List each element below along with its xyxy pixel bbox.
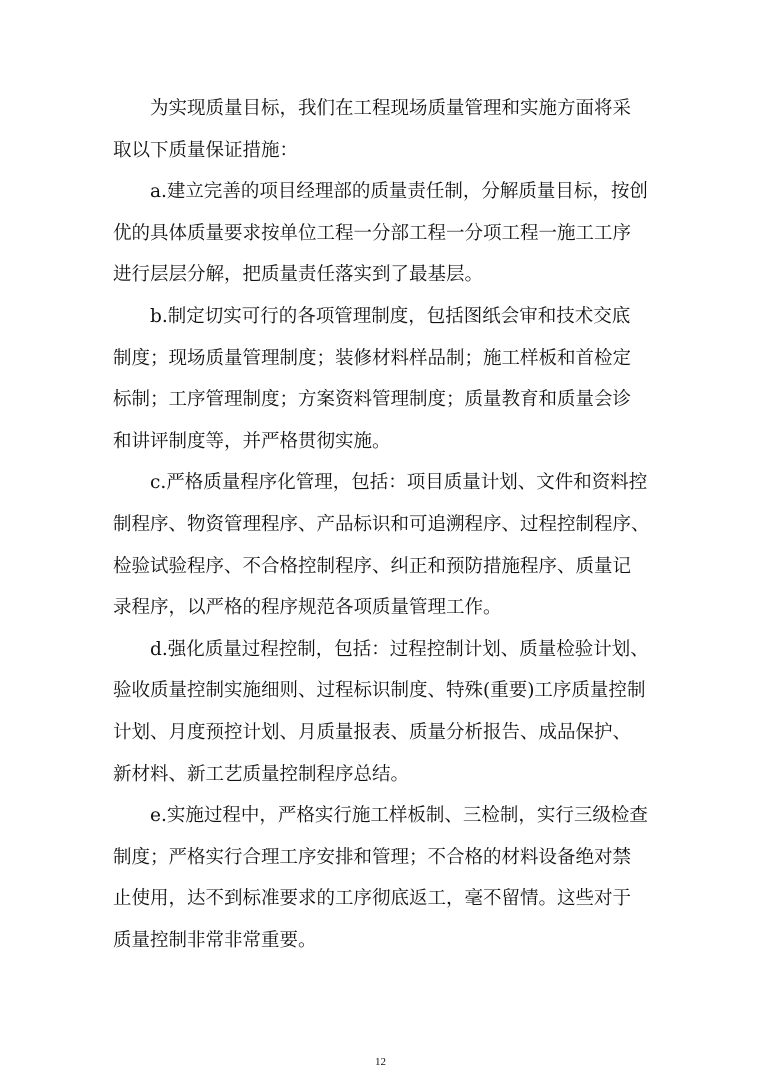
text-line: 优的具体质量要求按单位工程一分部工程一分项工程一施工工序	[113, 222, 632, 244]
paragraph-intro	[113, 88, 653, 171]
paragraph-d	[113, 629, 653, 795]
text-line: 制度；严格实行合理工序安排和管理；不合格的材料设备绝对禁	[113, 846, 632, 868]
text-line: 质量控制非常非常重要。	[113, 929, 317, 951]
text-line: 为实现质量目标，我们在工程现场质量管理和实施方面将采	[150, 98, 632, 119]
text-line: 标制；工序管理制度；方案资料管理制度；质量教育和质量会诊	[113, 389, 632, 411]
text-line: c.严格质量程序化管理，包括：项目质量计划、文件和资料控	[150, 472, 648, 494]
text-line: 新材料、新工艺质量控制程序总结。	[113, 763, 410, 785]
text-line: 和讲评制度等，并严格贯彻实施。	[113, 430, 391, 452]
text-line: 进行层层分解，把质量责任落实到了最基层。	[113, 264, 484, 286]
text-line: 制程序、物资管理程序、产品标识和可追溯程序、过程控制程序、	[113, 513, 650, 535]
text-line: 止使用，达不到标准要求的工序彻底返工，毫不留情。这些对于	[113, 888, 632, 910]
text-line: 计划、月度预控计划、月质量报表、质量分析报告、成品保护、	[113, 721, 632, 743]
text-line: b.制定切实可行的各项管理制度，包括图纸会审和技术交底	[150, 305, 631, 327]
text-line: 验收质量控制实施细则、过程标识制度、特殊(重要)工序质量控制	[113, 680, 646, 702]
text-line: 检验试验程序、不合格控制程序、纠正和预防措施程序、质量记	[113, 555, 632, 577]
paragraph-a	[113, 171, 653, 296]
text-line: e.实施过程中，严格实行施工样板制、三检制，实行三级检查	[150, 805, 648, 827]
text-line: 录程序，以严格的程序规范各项质量管理工作。	[113, 597, 502, 619]
paragraph-e	[113, 795, 653, 961]
text-line: 制度；现场质量管理制度；装修材料样品制；施工样板和首检定	[113, 347, 632, 369]
paragraph-b	[113, 296, 653, 462]
document-body	[113, 88, 653, 961]
page-number: 12	[375, 1056, 386, 1068]
text-line: a.建立完善的项目经理部的质量责任制，分解质量目标，按创	[150, 181, 648, 203]
paragraph-c	[113, 462, 653, 628]
text-line: 取以下质量保证措施：	[113, 139, 299, 161]
text-line: d.强化质量过程控制，包括：过程控制计划、质量检验计划、	[150, 638, 649, 660]
